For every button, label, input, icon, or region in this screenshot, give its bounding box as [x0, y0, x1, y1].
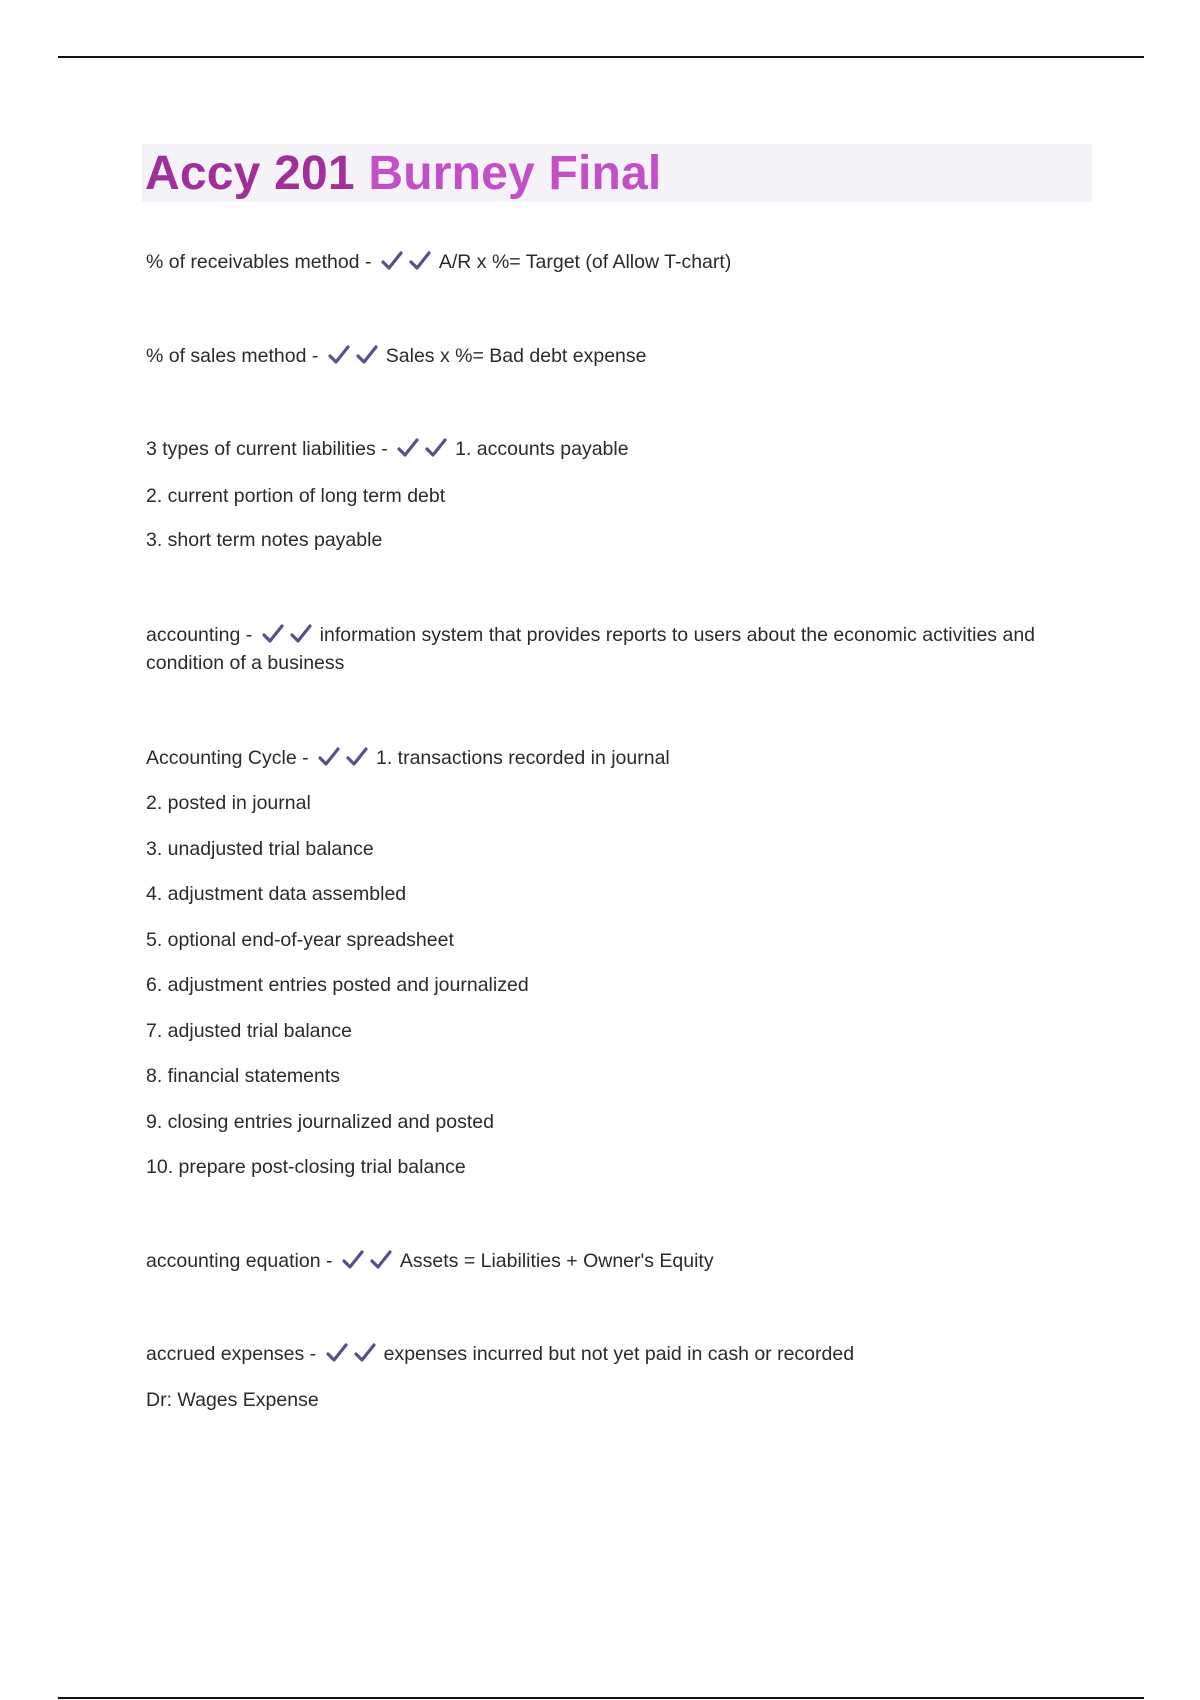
document-title: [145, 146, 661, 202]
list-item: 2. current portion of long term debt: [146, 485, 446, 507]
double-check-icon: [397, 435, 453, 463]
entry-definition: 1. transactions recorded in journal: [376, 747, 670, 769]
entry-accounting-cycle: [146, 744, 670, 772]
double-check-icon: [326, 1340, 382, 1368]
list-item: 5. optional end-of-year spreadsheet: [146, 929, 454, 951]
entry-receivables-method: [146, 248, 731, 276]
list-item: 8. financial statements: [146, 1065, 341, 1087]
double-check-icon: [318, 744, 374, 772]
entry-term: accounting equation -: [146, 1250, 333, 1272]
footer-rule: [58, 1697, 1144, 1699]
entry-term: Accounting Cycle -: [146, 747, 309, 769]
list-item: 9. closing entries journalized and posted: [146, 1111, 494, 1133]
list-item: 3. short term notes payable: [146, 529, 383, 551]
entry-accounting: [146, 621, 1106, 677]
entry-term: 3 types of current liabilities -: [146, 438, 388, 460]
entry-term: % of sales method -: [146, 345, 319, 367]
entry-definition: 1. accounts payable: [455, 438, 629, 460]
title-part-2: Burney Final: [368, 147, 662, 200]
entry-term: accounting -: [146, 624, 253, 646]
entry-current-liabilities: [146, 435, 629, 463]
entry-definition: expenses incurred but not yet paid in cash or recorded: [383, 1343, 855, 1365]
list-item: 3. unadjusted trial balance: [146, 838, 374, 860]
entry-definition: Assets = Liabilities + Owner's Equity: [399, 1250, 714, 1272]
double-check-icon: [381, 248, 437, 276]
double-check-icon: [262, 621, 318, 649]
entry-definition: information system that provides reports to users about the economic activities and condition of a business: [146, 624, 1036, 674]
double-check-icon: [328, 342, 384, 370]
entry-term: % of receivables method -: [146, 251, 372, 273]
list-item: 10. prepare post-closing trial balance: [146, 1156, 466, 1178]
list-item: 7. adjusted trial balance: [146, 1020, 352, 1042]
list-item: 6. adjustment entries posted and journalized: [146, 974, 529, 996]
list-item: 2. posted in journal: [146, 792, 311, 814]
header-rule: [58, 56, 1144, 58]
entry-definition: Sales x %= Bad debt expense: [385, 345, 647, 367]
entry-sales-method: [146, 342, 646, 370]
entry-accounting-equation: [146, 1247, 714, 1275]
entry-accrued-expenses: [146, 1340, 854, 1368]
double-check-icon: [342, 1247, 398, 1275]
list-item: 4. adjustment data assembled: [146, 883, 407, 905]
entry-term: accrued expenses -: [146, 1343, 317, 1365]
title-part-1: Accy 201: [145, 147, 355, 200]
list-item: Dr: Wages Expense: [146, 1389, 319, 1411]
entry-definition: A/R x %= Target (of Allow T-chart): [438, 251, 732, 273]
